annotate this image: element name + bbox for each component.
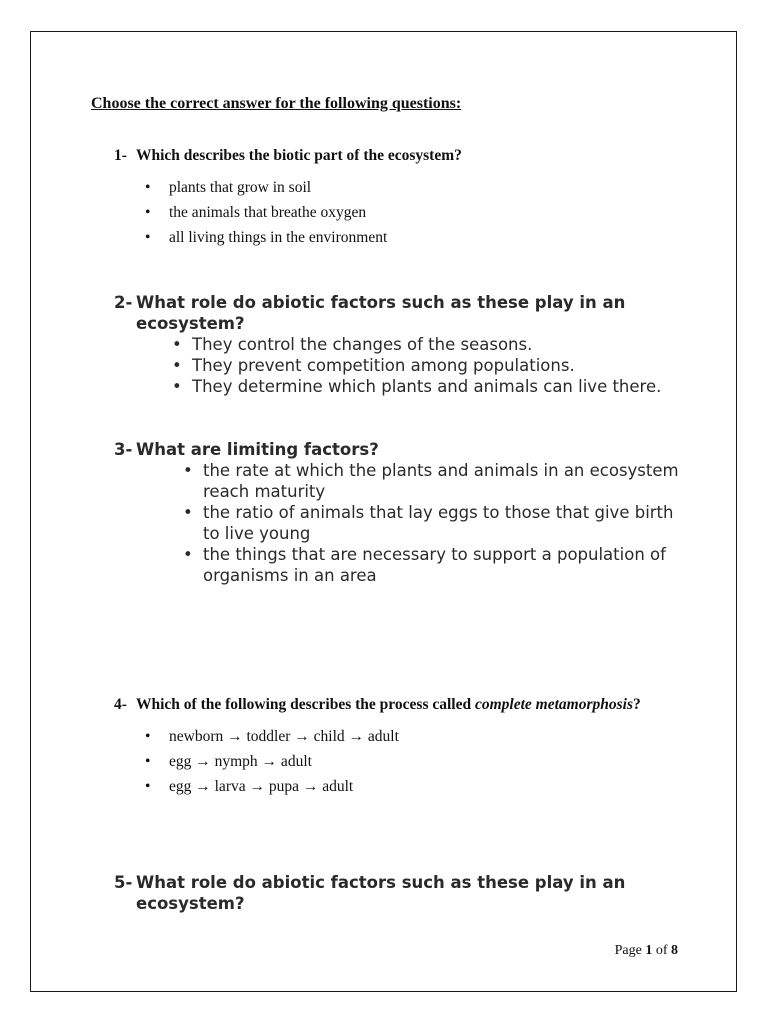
answer-option[interactable]: • all living things in the environment: [169, 225, 694, 250]
page-total: 8: [671, 943, 678, 958]
question-5: [114, 872, 694, 914]
question-number: 4-: [114, 696, 127, 713]
answer-option[interactable]: • the ratio of animals that lay eggs to those that give birth to live young: [203, 502, 694, 544]
question-2: [114, 292, 694, 397]
answer-options: [114, 334, 694, 397]
question-text: Which describes the biotic part of the ecosystem?: [136, 147, 462, 164]
page-current: 1: [645, 943, 653, 958]
question-text-after: ?: [633, 696, 641, 713]
answer-option[interactable]: • plants that grow in soil: [169, 175, 694, 200]
answer-option[interactable]: • the rate at which the plants and animals in an ecosystem reach maturity: [203, 460, 694, 502]
page-word: Page: [614, 943, 642, 958]
answer-options: [114, 724, 674, 799]
answer-option[interactable]: • egg → nymph → adult: [169, 749, 674, 774]
question-3: [114, 439, 694, 586]
instruction-heading: Choose the correct answer for the following questions:: [91, 95, 462, 112]
page-footer: [615, 943, 678, 959]
question-text: [136, 694, 674, 716]
question-number: 5-: [114, 873, 133, 892]
answer-option[interactable]: • the things that are necessary to support a population of organisms in an area: [203, 544, 694, 586]
question-number: 3-: [114, 440, 133, 459]
of-word: of: [655, 943, 668, 958]
question-text-emphasis: complete metamorphosis: [474, 696, 633, 713]
question-number: 1-: [114, 147, 127, 164]
answer-option[interactable]: • They determine which plants and animals can live there.: [192, 376, 694, 397]
answer-options: [114, 460, 694, 586]
answer-options: [114, 175, 694, 250]
question-text: What role do abiotic factors such as these play in an ecosystem?: [136, 293, 626, 333]
question-text: What role do abiotic factors such as these play in an ecosystem?: [136, 873, 626, 913]
question-1: [114, 145, 694, 250]
answer-option[interactable]: • egg → larva → pupa → adult: [169, 774, 674, 799]
question-number: 2-: [114, 293, 133, 312]
answer-option[interactable]: • newborn → toddler → child → adult: [169, 724, 674, 749]
question-4: [114, 694, 674, 799]
answer-option[interactable]: • They prevent competition among populations.: [192, 355, 694, 376]
answer-option[interactable]: • They control the changes of the seasons.: [192, 334, 694, 355]
answer-option[interactable]: • the animals that breathe oxygen: [169, 200, 694, 225]
question-text-before: Which of the following describes the process called: [136, 696, 475, 713]
question-text: What are limiting factors?: [136, 440, 379, 459]
